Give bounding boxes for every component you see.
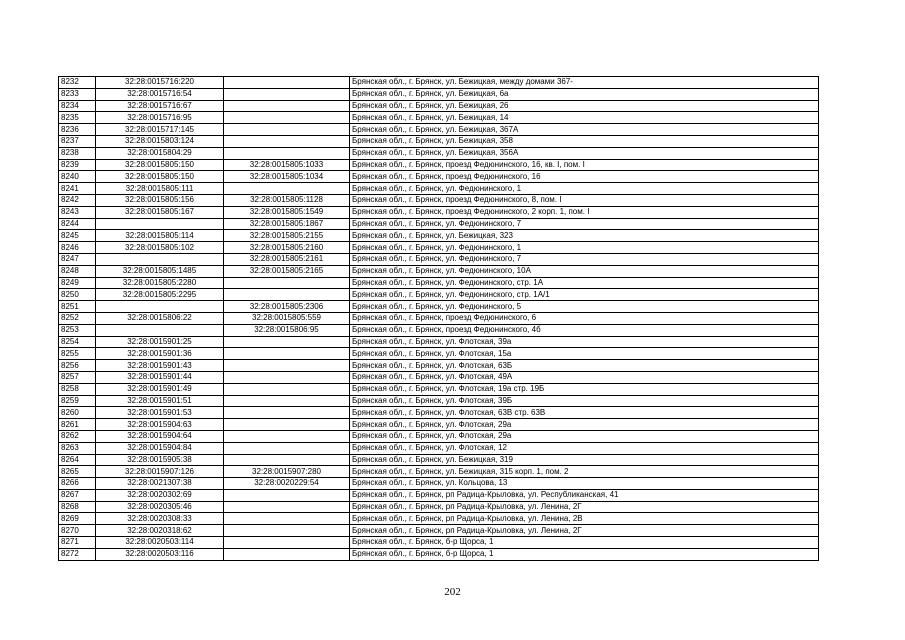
land-cadastral-cell: 32:28:0015901:53 [96, 407, 224, 419]
object-cadastral-cell [224, 442, 350, 454]
row-number-cell: 8253 [59, 324, 96, 336]
object-cadastral-cell: 32:28:0015805:2161 [224, 253, 350, 265]
object-cadastral-cell [224, 100, 350, 112]
address-cell: Брянская обл., г. Брянск, ул. Бежицкая, 367А [350, 124, 819, 136]
land-cadastral-cell: 32:28:0015904:63 [96, 419, 224, 431]
object-cadastral-cell: 32:28:0015805:1867 [224, 218, 350, 230]
object-cadastral-cell [224, 183, 350, 195]
address-cell: Брянская обл., г. Брянск, ул. Федюнинского, 1 [350, 183, 819, 195]
row-number-cell: 8261 [59, 419, 96, 431]
object-cadastral-cell [224, 135, 350, 147]
table-row [59, 525, 819, 537]
address-cell: Брянская обл., г. Брянск, ул. Флотская, 39Б [350, 395, 819, 407]
land-cadastral-cell: 32:28:0015901:36 [96, 348, 224, 360]
land-cadastral-cell: 32:28:0015716:54 [96, 88, 224, 100]
object-cadastral-cell [224, 407, 350, 419]
row-number-cell: 8259 [59, 395, 96, 407]
address-cell: Брянская обл., г. Брянск, ул. Флотская, 19а стр. 19Б [350, 383, 819, 395]
land-cadastral-cell: 32:28:0015717:145 [96, 124, 224, 136]
land-cadastral-cell: 32:28:0015904:84 [96, 442, 224, 454]
object-cadastral-cell [224, 513, 350, 525]
land-cadastral-cell: 32:28:0015716:220 [96, 77, 224, 89]
row-number-cell: 8264 [59, 454, 96, 466]
row-number-cell: 8262 [59, 430, 96, 442]
row-number-cell: 8258 [59, 383, 96, 395]
address-cell: Брянская обл., г. Брянск, ул. Флотская, 63В стр. 63В [350, 407, 819, 419]
address-cell: Брянская обл., г. Брянск, б-р Щорса, 1 [350, 537, 819, 549]
object-cadastral-cell [224, 395, 350, 407]
land-cadastral-cell [96, 218, 224, 230]
row-number-cell: 8245 [59, 230, 96, 242]
address-cell: Брянская обл., г. Брянск, ул. Бежицкая, 14 [350, 112, 819, 124]
land-cadastral-cell: 32:28:0015805:102 [96, 242, 224, 254]
table-row [59, 537, 819, 549]
row-number-cell: 8265 [59, 466, 96, 478]
table-row [59, 513, 819, 525]
table-row [59, 501, 819, 513]
object-cadastral-cell: 32:28:0015805:2165 [224, 265, 350, 277]
land-cadastral-cell: 32:28:0015805:150 [96, 171, 224, 183]
address-cell: Брянская обл., г. Брянск, проезд Федюнинского, 4б [350, 324, 819, 336]
row-number-cell: 8234 [59, 100, 96, 112]
object-cadastral-cell: 32:28:0015805:1034 [224, 171, 350, 183]
land-cadastral-cell [96, 253, 224, 265]
address-cell: Брянская обл., г. Брянск, ул. Кольцова, 13 [350, 478, 819, 490]
land-cadastral-cell: 32:28:0015901:44 [96, 371, 224, 383]
address-cell: Брянская обл., г. Брянск, проезд Федюнинского, 16, кв. I, пом. I [350, 159, 819, 171]
row-number-cell: 8257 [59, 371, 96, 383]
address-cell: Брянская обл., г. Брянск, ул. Бежицкая, 6а [350, 88, 819, 100]
address-cell: Брянская обл., г. Брянск, ул. Федюнинского, 1 [350, 242, 819, 254]
land-cadastral-cell [96, 324, 224, 336]
address-cell: Брянская обл., г. Брянск, ул. Бежицкая, 319 [350, 454, 819, 466]
property-table [58, 76, 819, 561]
land-cadastral-cell: 32:28:0015805:111 [96, 183, 224, 195]
row-number-cell: 8232 [59, 77, 96, 89]
object-cadastral-cell [224, 419, 350, 431]
table-row [59, 112, 819, 124]
land-cadastral-cell: 32:28:0015806:22 [96, 312, 224, 324]
land-cadastral-cell: 32:28:0015805:1485 [96, 265, 224, 277]
land-cadastral-cell: 32:28:0015805:114 [96, 230, 224, 242]
address-cell: Брянская обл., г. Брянск, проезд Федюнинского, 8, пом. I [350, 194, 819, 206]
object-cadastral-cell [224, 371, 350, 383]
table-row [59, 360, 819, 372]
table-row [59, 419, 819, 431]
object-cadastral-cell [224, 336, 350, 348]
table-row [59, 407, 819, 419]
row-number-cell: 8269 [59, 513, 96, 525]
land-cadastral-cell: 32:28:0015905:38 [96, 454, 224, 466]
object-cadastral-cell [224, 489, 350, 501]
row-number-cell: 8263 [59, 442, 96, 454]
address-cell: Брянская обл., г. Брянск, рп Радица-Крыловка, ул. Ленина, 2Г [350, 525, 819, 537]
row-number-cell: 8250 [59, 289, 96, 301]
table-row [59, 371, 819, 383]
table-row [59, 348, 819, 360]
land-cadastral-cell: 32:28:0015803:124 [96, 135, 224, 147]
row-number-cell: 8247 [59, 253, 96, 265]
address-cell: Брянская обл., г. Брянск, ул. Флотская, 29а [350, 419, 819, 431]
table-row [59, 478, 819, 490]
address-cell: Брянская обл., г. Брянск, ул. Бежицкая, 315 корп. 1, пом. 2 [350, 466, 819, 478]
land-cadastral-cell: 32:28:0015901:43 [96, 360, 224, 372]
object-cadastral-cell [224, 77, 350, 89]
object-cadastral-cell: 32:28:0015806:95 [224, 324, 350, 336]
table-row [59, 88, 819, 100]
address-cell: Брянская обл., г. Брянск, ул. Бежицкая, 26 [350, 100, 819, 112]
object-cadastral-cell [224, 360, 350, 372]
address-cell: Брянская обл., г. Брянск, ул. Флотская, 49А [350, 371, 819, 383]
row-number-cell: 8256 [59, 360, 96, 372]
table-row [59, 135, 819, 147]
object-cadastral-cell [224, 383, 350, 395]
table-row [59, 124, 819, 136]
table-row [59, 147, 819, 159]
land-cadastral-cell: 32:28:0015907:126 [96, 466, 224, 478]
object-cadastral-cell: 32:28:0015805:1549 [224, 206, 350, 218]
object-cadastral-cell [224, 88, 350, 100]
object-cadastral-cell: 32:28:0015907:280 [224, 466, 350, 478]
table-row [59, 289, 819, 301]
row-number-cell: 8233 [59, 88, 96, 100]
object-cadastral-cell: 32:28:0015805:1128 [224, 194, 350, 206]
row-number-cell: 8268 [59, 501, 96, 513]
row-number-cell: 8251 [59, 301, 96, 313]
table-row [59, 454, 819, 466]
address-cell: Брянская обл., г. Брянск, ул. Флотская, 63Б [350, 360, 819, 372]
address-cell: Брянская обл., г. Брянск, ул. Федюнинского, 7 [350, 253, 819, 265]
address-cell: Брянская обл., г. Брянск, проезд Федюнинского, 16 [350, 171, 819, 183]
object-cadastral-cell [224, 548, 350, 560]
object-cadastral-cell: 32:28:0015805:1033 [224, 159, 350, 171]
row-number-cell: 8235 [59, 112, 96, 124]
object-cadastral-cell [224, 147, 350, 159]
address-cell: Брянская обл., г. Брянск, ул. Федюнинского, 7 [350, 218, 819, 230]
address-cell: Брянская обл., г. Брянск, ул. Федюнинского, 5 [350, 301, 819, 313]
land-cadastral-cell: 32:28:0020305:46 [96, 501, 224, 513]
table-row [59, 312, 819, 324]
table-row [59, 466, 819, 478]
table-row [59, 218, 819, 230]
land-cadastral-cell: 32:28:0015904:64 [96, 430, 224, 442]
row-number-cell: 8239 [59, 159, 96, 171]
object-cadastral-cell [224, 112, 350, 124]
land-cadastral-cell: 32:28:0015716:95 [96, 112, 224, 124]
land-cadastral-cell: 32:28:0015804:29 [96, 147, 224, 159]
object-cadastral-cell [224, 501, 350, 513]
object-cadastral-cell: 32:28:0020229:54 [224, 478, 350, 490]
land-cadastral-cell: 32:28:0015805:2280 [96, 277, 224, 289]
land-cadastral-cell: 32:28:0015805:150 [96, 159, 224, 171]
land-cadastral-cell: 32:28:0020503:116 [96, 548, 224, 560]
object-cadastral-cell: 32:28:0015805:2306 [224, 301, 350, 313]
land-cadastral-cell: 32:28:0020318:62 [96, 525, 224, 537]
object-cadastral-cell [224, 348, 350, 360]
row-number-cell: 8238 [59, 147, 96, 159]
address-cell: Брянская обл., г. Брянск, ул. Флотская, 29а [350, 430, 819, 442]
table-row [59, 548, 819, 560]
table-row [59, 171, 819, 183]
object-cadastral-cell [224, 454, 350, 466]
address-cell: Брянская обл., г. Брянск, ул. Флотская, 15а [350, 348, 819, 360]
table-row [59, 324, 819, 336]
table-row [59, 265, 819, 277]
property-table-body [59, 77, 819, 561]
row-number-cell: 8243 [59, 206, 96, 218]
table-row [59, 301, 819, 313]
object-cadastral-cell: 32:28:0015805:2155 [224, 230, 350, 242]
address-cell: Брянская обл., г. Брянск, проезд Федюнинского, 2 корп. 1, пом. I [350, 206, 819, 218]
table-row [59, 194, 819, 206]
row-number-cell: 8260 [59, 407, 96, 419]
row-number-cell: 8271 [59, 537, 96, 549]
row-number-cell: 8270 [59, 525, 96, 537]
row-number-cell: 8272 [59, 548, 96, 560]
address-cell: Брянская обл., г. Брянск, ул. Бежицкая, между домами 367- [350, 77, 819, 89]
object-cadastral-cell [224, 289, 350, 301]
row-number-cell: 8254 [59, 336, 96, 348]
table-row [59, 253, 819, 265]
object-cadastral-cell [224, 430, 350, 442]
row-number-cell: 8236 [59, 124, 96, 136]
row-number-cell: 8246 [59, 242, 96, 254]
land-cadastral-cell: 32:28:0015805:2295 [96, 289, 224, 301]
row-number-cell: 8255 [59, 348, 96, 360]
land-cadastral-cell: 32:28:0020302:69 [96, 489, 224, 501]
table-row [59, 336, 819, 348]
land-cadastral-cell: 32:28:0015805:156 [96, 194, 224, 206]
object-cadastral-cell [224, 537, 350, 549]
address-cell: Брянская обл., г. Брянск, ул. Флотская, 12 [350, 442, 819, 454]
table-row [59, 183, 819, 195]
object-cadastral-cell [224, 124, 350, 136]
land-cadastral-cell: 32:28:0015901:25 [96, 336, 224, 348]
land-cadastral-cell: 32:28:0015901:51 [96, 395, 224, 407]
table-row [59, 395, 819, 407]
address-cell: Брянская обл., г. Брянск, рп Радица-Крыловка, ул. Ленина, 2В [350, 513, 819, 525]
row-number-cell: 8266 [59, 478, 96, 490]
land-cadastral-cell [96, 301, 224, 313]
row-number-cell: 8249 [59, 277, 96, 289]
row-number-cell: 8244 [59, 218, 96, 230]
land-cadastral-cell: 32:28:0021307:38 [96, 478, 224, 490]
object-cadastral-cell: 32:28:0015805:2160 [224, 242, 350, 254]
land-cadastral-cell: 32:28:0015805:167 [96, 206, 224, 218]
row-number-cell: 8240 [59, 171, 96, 183]
land-cadastral-cell: 32:28:0020503:114 [96, 537, 224, 549]
table-row [59, 277, 819, 289]
address-cell: Брянская обл., г. Брянск, б-р Щорса, 1 [350, 548, 819, 560]
row-number-cell: 8252 [59, 312, 96, 324]
table-row [59, 100, 819, 112]
address-cell: Брянская обл., г. Брянск, проезд Федюнинского, 6 [350, 312, 819, 324]
row-number-cell: 8248 [59, 265, 96, 277]
land-cadastral-cell: 32:28:0015716:67 [96, 100, 224, 112]
land-cadastral-cell: 32:28:0020308:33 [96, 513, 224, 525]
table-row [59, 489, 819, 501]
address-cell: Брянская обл., г. Брянск, ул. Бежицкая, 356А [350, 147, 819, 159]
page-number: 202 [444, 586, 461, 598]
row-number-cell: 8241 [59, 183, 96, 195]
table-row [59, 206, 819, 218]
land-cadastral-cell: 32:28:0015901:49 [96, 383, 224, 395]
address-cell: Брянская обл., г. Брянск, ул. Бежицкая, 323 [350, 230, 819, 242]
row-number-cell: 8242 [59, 194, 96, 206]
address-cell: Брянская обл., г. Брянск, ул. Бежицкая, 358 [350, 135, 819, 147]
table-row [59, 242, 819, 254]
object-cadastral-cell [224, 277, 350, 289]
address-cell: Брянская обл., г. Брянск, рп Радица-Крыловка, ул. Ленина, 2Г [350, 501, 819, 513]
address-cell: Брянская обл., г. Брянск, ул. Федюнинского, стр. 1А [350, 277, 819, 289]
row-number-cell: 8237 [59, 135, 96, 147]
object-cadastral-cell: 32:28:0015805:559 [224, 312, 350, 324]
table-row [59, 442, 819, 454]
object-cadastral-cell [224, 525, 350, 537]
row-number-cell: 8267 [59, 489, 96, 501]
address-cell: Брянская обл., г. Брянск, ул. Федюнинского, 10А [350, 265, 819, 277]
table-row [59, 230, 819, 242]
table-row [59, 77, 819, 89]
address-cell: Брянская обл., г. Брянск, ул. Федюнинского, стр. 1А/1 [350, 289, 819, 301]
table-row [59, 383, 819, 395]
table-row [59, 430, 819, 442]
table-row [59, 159, 819, 171]
address-cell: Брянская обл., г. Брянск, рп Радица-Крыловка, ул. Республиканская, 41 [350, 489, 819, 501]
address-cell: Брянская обл., г. Брянск, ул. Флотская, 39а [350, 336, 819, 348]
